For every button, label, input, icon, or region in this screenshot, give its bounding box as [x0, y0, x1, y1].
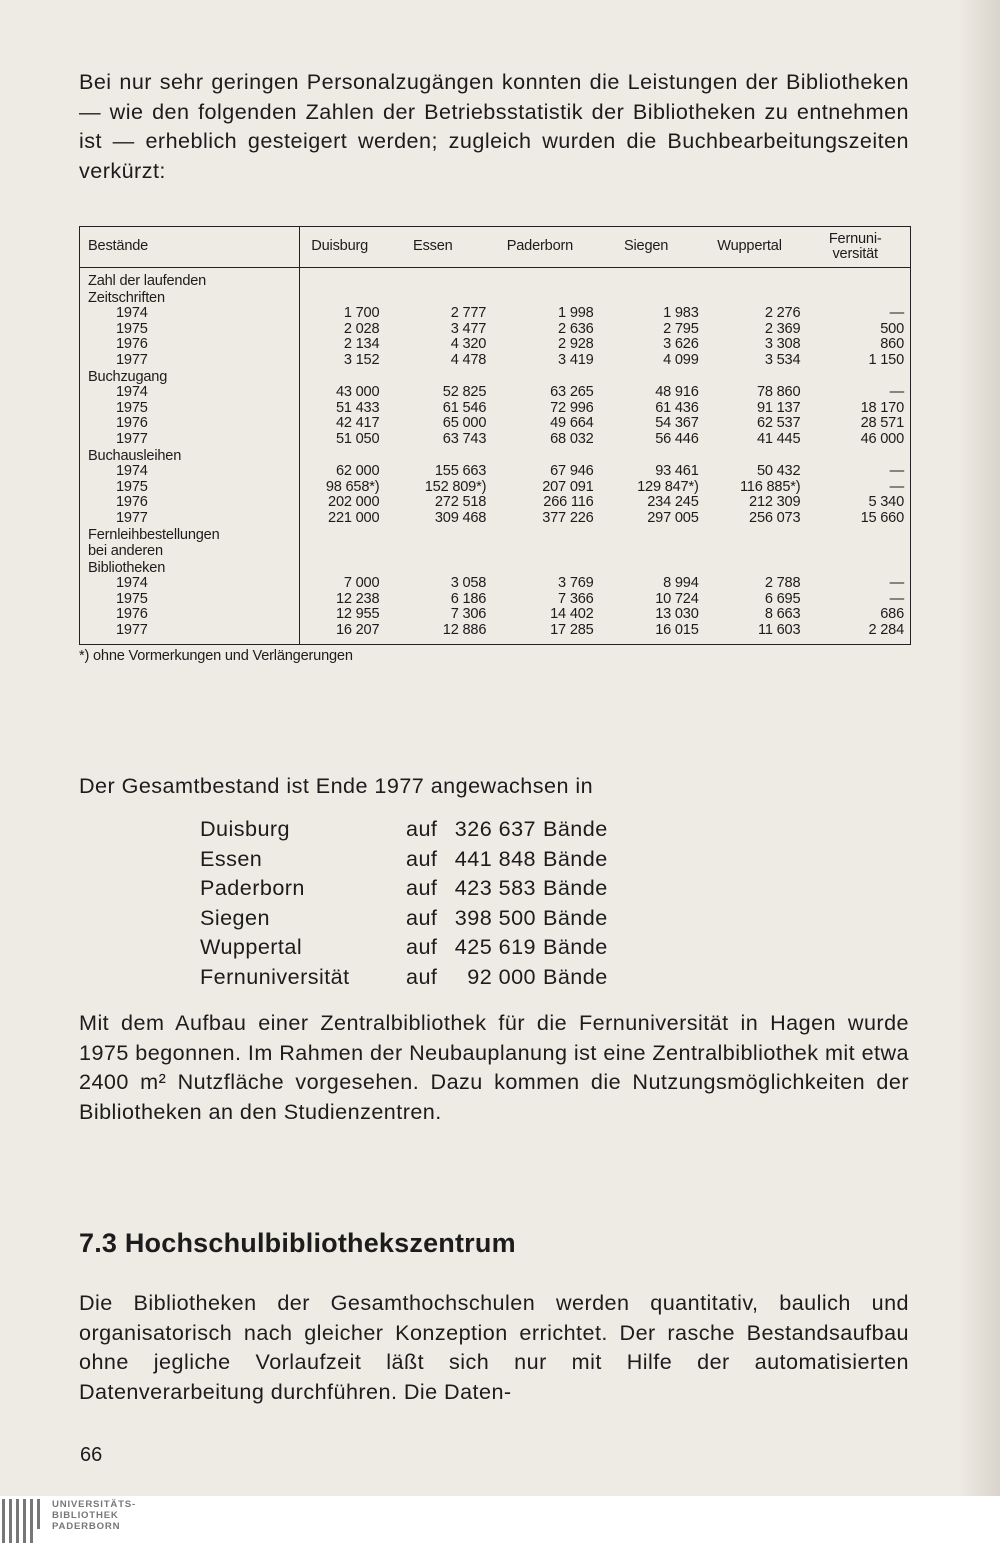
value-cell-essen: 65 000 — [442, 415, 487, 432]
value-cell-fernuniversitaet: 860 — [880, 336, 904, 353]
year-cell: 1977 — [80, 623, 300, 644]
stock-row — [200, 932, 608, 962]
value-cell-duisburg: 16 207 — [335, 622, 380, 639]
value-cell-duisburg: 3 152 — [343, 351, 380, 368]
empty-cell — [486, 543, 593, 560]
value-cell-fernuniversitaet: 686 — [880, 606, 904, 623]
stock-value: 398 500 — [454, 904, 536, 930]
stock-intro — [79, 771, 909, 801]
stock-unit: Bände — [543, 963, 608, 989]
empty-cell — [594, 527, 699, 544]
value-cell-paderborn: 72 996 — [550, 399, 594, 416]
table-row — [80, 432, 911, 448]
header-wuppertal: Wuppertal — [699, 227, 801, 268]
table-row — [80, 306, 911, 322]
value-cell-wuppertal: 256 073 — [749, 509, 801, 526]
value-cell-paderborn: 63 265 — [550, 384, 594, 401]
empty-cell — [699, 527, 801, 544]
page-number: 66 — [80, 1444, 103, 1466]
value-cell-duisburg: 7 000 — [343, 575, 380, 592]
value-cell-siegen: 3 626 — [663, 336, 699, 353]
value-cell-duisburg: 51 433 — [335, 399, 380, 416]
value-cell-paderborn: 67 946 — [550, 463, 594, 480]
stock-row — [200, 903, 608, 933]
empty-cell — [379, 268, 486, 290]
table-row — [80, 495, 911, 511]
value-cell-fernuniversitaet: — — [889, 463, 904, 480]
empty-cell — [299, 268, 379, 290]
stock-list — [200, 814, 608, 992]
logo-line-1: UNIVERSITÄTS- — [52, 1499, 136, 1510]
empty-cell — [486, 290, 593, 307]
section-paragraph — [79, 1288, 909, 1406]
year-cell: 1976 — [80, 337, 300, 353]
table-row — [80, 576, 911, 592]
value-cell-essen: 4 320 — [450, 336, 487, 353]
value-cell-wuppertal: 116 885*) — [739, 478, 801, 495]
value-cell-wuppertal: 2 276 — [764, 305, 801, 322]
empty-cell — [486, 560, 593, 577]
empty-cell — [379, 527, 486, 544]
stock-city: Fernuniversität — [200, 963, 350, 989]
empty-cell — [699, 560, 801, 577]
group-label: Buchzugang — [80, 369, 300, 386]
empty-cell — [699, 268, 801, 290]
empty-cell — [594, 290, 699, 307]
intro-paragraph — [79, 67, 909, 185]
table-row — [80, 592, 911, 608]
value-cell-wuppertal: 78 860 — [756, 384, 801, 401]
value-cell-essen: 6 186 — [450, 590, 487, 607]
empty-cell — [800, 290, 910, 307]
value-cell-wuppertal: 50 432 — [756, 463, 801, 480]
table-row — [80, 401, 911, 417]
stock-word-auf: auf — [406, 963, 438, 989]
table-row — [80, 464, 911, 480]
value-cell-wuppertal: 2 369 — [764, 320, 801, 337]
value-cell-siegen: 16 015 — [655, 622, 699, 639]
table-row — [80, 480, 911, 496]
header-duisburg: Duisburg — [299, 227, 379, 268]
empty-cell — [800, 527, 910, 544]
stock-value: 441 848 — [454, 845, 536, 871]
value-cell-wuppertal: 41 445 — [756, 430, 801, 447]
value-cell-fernuniversitaet: 18 170 — [860, 399, 904, 416]
value-cell-paderborn: 266 116 — [543, 494, 594, 511]
table-group-label-row — [80, 369, 911, 386]
stock-unit: Bände — [543, 904, 608, 930]
year-cell: 1975 — [80, 480, 300, 496]
stock-city: Wuppertal — [200, 934, 303, 960]
year-cell: 1977 — [80, 353, 300, 369]
value-cell-siegen: 93 461 — [655, 463, 699, 480]
value-cell-essen: 61 546 — [442, 399, 487, 416]
value-cell-wuppertal: 212 309 — [749, 494, 801, 511]
table-group-label-row — [80, 290, 911, 307]
table-row — [80, 607, 911, 623]
stock-word-auf: auf — [406, 875, 438, 901]
value-cell-wuppertal: 3 534 — [764, 351, 801, 368]
empty-cell — [379, 290, 486, 307]
header-fernuniversitaet — [800, 227, 910, 268]
empty-cell — [379, 560, 486, 577]
year-cell: 1976 — [80, 416, 300, 432]
logo-line-3: PADERBORN — [52, 1520, 121, 1532]
empty-cell — [594, 369, 699, 386]
value-cell-essen: 309 468 — [434, 509, 487, 526]
value-cell-paderborn: 1 998 — [558, 305, 594, 322]
value-cell-fernuniversitaet: 15 660 — [860, 509, 904, 526]
value-cell-duisburg: 2 028 — [343, 320, 380, 337]
value-cell-paderborn: 7 366 — [558, 590, 594, 607]
value-cell-siegen: 129 847*) — [637, 478, 699, 495]
stock-row — [200, 814, 608, 844]
logo-line-2: BIBLIOTHEK — [52, 1509, 119, 1521]
empty-cell — [699, 543, 801, 560]
value-cell-wuppertal: 62 537 — [756, 415, 801, 432]
empty-cell — [299, 369, 379, 386]
empty-cell — [699, 448, 801, 465]
value-cell-paderborn: 3 419 — [558, 351, 594, 368]
stock-intro-text: Der Gesamtbestand ist Ende 1977 angewachsen in — [79, 773, 594, 798]
stock-city: Paderborn — [200, 875, 305, 901]
value-cell-duisburg: 98 658*) — [325, 478, 380, 495]
value-cell-duisburg: 51 050 — [335, 430, 380, 447]
value-cell-siegen: 297 005 — [647, 509, 699, 526]
header-siegen: Siegen — [594, 227, 699, 268]
value-cell-paderborn: 17 285 — [550, 622, 594, 639]
library-logo-text — [52, 1500, 136, 1532]
value-cell-fernuniversitaet: — — [889, 575, 904, 592]
empty-cell — [486, 448, 593, 465]
stock-unit: Bände — [543, 816, 608, 841]
year-cell: 1975 — [80, 322, 300, 338]
value-cell-siegen: 54 367 — [655, 415, 699, 432]
empty-cell — [486, 527, 593, 544]
table-row — [80, 623, 911, 644]
value-cell-duisburg: 1 700 — [343, 305, 380, 322]
empty-cell — [379, 369, 486, 386]
value-cell-essen: 155 663 — [434, 463, 487, 480]
value-cell-wuppertal: 2 788 — [764, 575, 801, 592]
stock-unit: Bände — [543, 845, 608, 871]
value-cell-fernuniversitaet: 28 571 — [860, 415, 904, 432]
table-row — [80, 511, 911, 527]
stock-word-auf: auf — [406, 845, 438, 871]
header-essen: Essen — [379, 227, 486, 268]
empty-cell — [299, 560, 379, 577]
year-cell: 1974 — [80, 306, 300, 322]
table-row — [80, 353, 911, 369]
value-cell-fernuniversitaet: 2 284 — [868, 622, 904, 639]
table-group-label-row — [80, 527, 911, 544]
empty-cell — [299, 543, 379, 560]
value-cell-siegen: 56 446 — [655, 430, 699, 447]
empty-cell — [379, 448, 486, 465]
value-cell-siegen: 10 724 — [655, 590, 699, 607]
value-cell-wuppertal: 91 137 — [756, 399, 801, 416]
statistics-table-block — [79, 226, 911, 664]
value-cell-siegen: 48 916 — [655, 384, 699, 401]
empty-cell — [800, 369, 910, 386]
stock-value: 425 619 — [454, 934, 536, 960]
empty-cell — [299, 527, 379, 544]
empty-cell — [486, 369, 593, 386]
table-group-label-row — [80, 448, 911, 465]
year-cell: 1975 — [80, 592, 300, 608]
year-cell: 1976 — [80, 607, 300, 623]
value-cell-essen: 63 743 — [442, 430, 487, 447]
stock-value: 326 637 — [454, 816, 536, 841]
table-group-label-row — [80, 543, 911, 560]
value-cell-paderborn: 3 769 — [558, 575, 594, 592]
year-cell: 1977 — [80, 432, 300, 448]
empty-cell — [594, 268, 699, 290]
value-cell-duisburg: 2 134 — [343, 336, 380, 353]
value-cell-siegen: 234 245 — [647, 494, 699, 511]
value-cell-paderborn: 2 928 — [558, 336, 594, 353]
value-cell-essen: 3 058 — [450, 575, 487, 592]
year-cell: 1974 — [80, 576, 300, 592]
value-cell-siegen: 13 030 — [655, 606, 699, 623]
stock-row — [200, 962, 608, 992]
empty-cell — [699, 290, 801, 307]
empty-cell — [299, 290, 379, 307]
page-gutter-shadow — [958, 0, 1000, 1496]
year-cell: 1974 — [80, 464, 300, 480]
group-label: Zahl der laufenden — [80, 268, 300, 290]
table-row — [80, 385, 911, 401]
value-cell-siegen: 1 983 — [663, 305, 699, 322]
value-cell-essen: 152 809*) — [424, 478, 487, 495]
group-label: bei anderen — [80, 543, 300, 560]
value-cell-essen: 12 886 — [442, 622, 487, 639]
value-cell-paderborn: 14 402 — [550, 606, 594, 623]
central-library-paragraph — [79, 1008, 909, 1126]
empty-cell — [379, 543, 486, 560]
group-label: Zeitschriften — [80, 290, 300, 307]
table-row — [80, 416, 911, 432]
value-cell-paderborn: 49 664 — [550, 415, 594, 432]
value-cell-duisburg: 62 000 — [335, 463, 380, 480]
stock-city: Duisburg — [200, 816, 291, 841]
group-label: Fernleihbestellungen — [80, 527, 300, 544]
stock-value: 423 583 — [454, 875, 536, 901]
table-footnote: *) ohne Vormerkungen und Verlängerungen — [79, 647, 353, 664]
table-header-row — [80, 227, 911, 268]
empty-cell — [699, 369, 801, 386]
value-cell-fernuniversitaet: 500 — [880, 320, 904, 337]
value-cell-wuppertal: 6 695 — [764, 590, 801, 607]
value-cell-paderborn: 68 032 — [550, 430, 594, 447]
value-cell-wuppertal: 3 308 — [764, 336, 801, 353]
value-cell-fernuniversitaet: 46 000 — [860, 430, 904, 447]
stock-row — [200, 844, 608, 874]
stock-unit: Bände — [543, 875, 608, 901]
section-text: Die Bibliotheken der Gesamthochschulen werden quantitativ, baulich und organisatorisch nach gleicher Konzeption errichtet. Der rasche Bestandsaufbau ohne jegliche Vorlaufzeit läßt sich nur mit Hilfe der automatisierten Datenverarbeitung durchführen. Die Daten- — [79, 1290, 909, 1404]
empty-cell — [594, 543, 699, 560]
value-cell-wuppertal: 8 663 — [764, 606, 801, 623]
value-cell-duisburg: 221 000 — [328, 509, 380, 526]
library-footer — [0, 1496, 1000, 1546]
value-cell-essen: 4 478 — [450, 351, 487, 368]
value-cell-siegen: 4 099 — [663, 351, 699, 368]
value-cell-paderborn: 377 226 — [542, 509, 594, 526]
table-body — [80, 268, 911, 645]
central-library-text: Mit dem Aufbau einer Zentralbibliothek für die Fernuniversität in Hagen wurde 1975 begonnen. Im Rahmen der Neubauplanung ist eine Zentralbibliothek mit etwa 2400 m² Nutzfläche vorgesehen. Dazu kommen die Nutzungsmöglichkeiten der Bibliotheken an den Studienzentren. — [79, 1010, 909, 1124]
value-cell-siegen: 8 994 — [663, 575, 699, 592]
value-cell-essen: 7 306 — [450, 606, 487, 623]
year-cell: 1974 — [80, 385, 300, 401]
value-cell-fernuniversitaet: 5 340 — [868, 494, 904, 511]
table-row — [80, 322, 911, 338]
stock-city: Essen — [200, 845, 263, 871]
group-label: Bibliotheken — [80, 560, 300, 577]
table-group-label-row — [80, 560, 911, 577]
empty-cell — [800, 268, 910, 290]
header-fern-line2: versität — [832, 245, 878, 262]
stock-row — [200, 873, 608, 903]
value-cell-paderborn: 2 636 — [558, 320, 594, 337]
value-cell-siegen: 2 795 — [663, 320, 699, 337]
table-group-label-row — [80, 268, 911, 290]
empty-cell — [800, 543, 910, 560]
statistics-table — [79, 226, 911, 645]
group-label: Buchausleihen — [80, 448, 300, 465]
header-paderborn: Paderborn — [486, 227, 593, 268]
empty-cell — [299, 448, 379, 465]
section-heading: 7.3 Hochschulbibliothekszentrum — [79, 1228, 516, 1258]
year-cell: 1977 — [80, 511, 300, 527]
value-cell-duisburg: 12 238 — [335, 590, 380, 607]
empty-cell — [800, 448, 910, 465]
value-cell-duisburg: 12 955 — [335, 606, 380, 623]
value-cell-duisburg: 202 000 — [328, 494, 380, 511]
stock-unit: Bände — [543, 934, 608, 960]
intro-text: Bei nur sehr geringen Personalzugängen konnten die Leistungen der Bibliotheken — wie den folgenden Zahlen der Betriebsstatistik der Bibliotheken zu entnehmen ist — erheblich gesteigert werden; zugleich wurden die Buchbearbeitungszeiten verkürzt: — [79, 69, 909, 183]
value-cell-essen: 52 825 — [442, 384, 487, 401]
value-cell-essen: 2 777 — [450, 305, 487, 322]
value-cell-duisburg: 43 000 — [335, 384, 380, 401]
value-cell-duisburg: 42 417 — [335, 415, 380, 432]
header-bestaende: Bestände — [80, 227, 300, 268]
value-cell-fernuniversitaet: — — [889, 478, 904, 495]
value-cell-essen: 3 477 — [450, 320, 487, 337]
stock-word-auf: auf — [406, 816, 438, 841]
value-cell-wuppertal: 11 603 — [758, 622, 801, 639]
value-cell-fernuniversitaet: — — [889, 384, 904, 401]
value-cell-essen: 272 518 — [434, 494, 487, 511]
header-fern-text — [829, 232, 882, 262]
empty-cell — [800, 560, 910, 577]
table-row — [80, 337, 911, 353]
library-logo-icon — [2, 1499, 44, 1543]
header-fern-line1: Fernuni- — [828, 230, 882, 247]
value-cell-fernuniversitaet: — — [889, 590, 904, 607]
year-cell: 1975 — [80, 401, 300, 417]
value-cell-paderborn: 207 091 — [542, 478, 594, 495]
year-cell: 1976 — [80, 495, 300, 511]
value-cell-fernuniversitaet: — — [889, 305, 904, 322]
stock-word-auf: auf — [406, 904, 438, 930]
stock-word-auf: auf — [406, 934, 438, 960]
value-cell-siegen: 61 436 — [655, 399, 699, 416]
empty-cell — [594, 448, 699, 465]
stock-value: 92 000 — [467, 963, 536, 989]
empty-cell — [594, 560, 699, 577]
value-cell-fernuniversitaet: 1 150 — [868, 351, 904, 368]
stock-city: Siegen — [200, 904, 270, 930]
empty-cell — [486, 268, 593, 290]
